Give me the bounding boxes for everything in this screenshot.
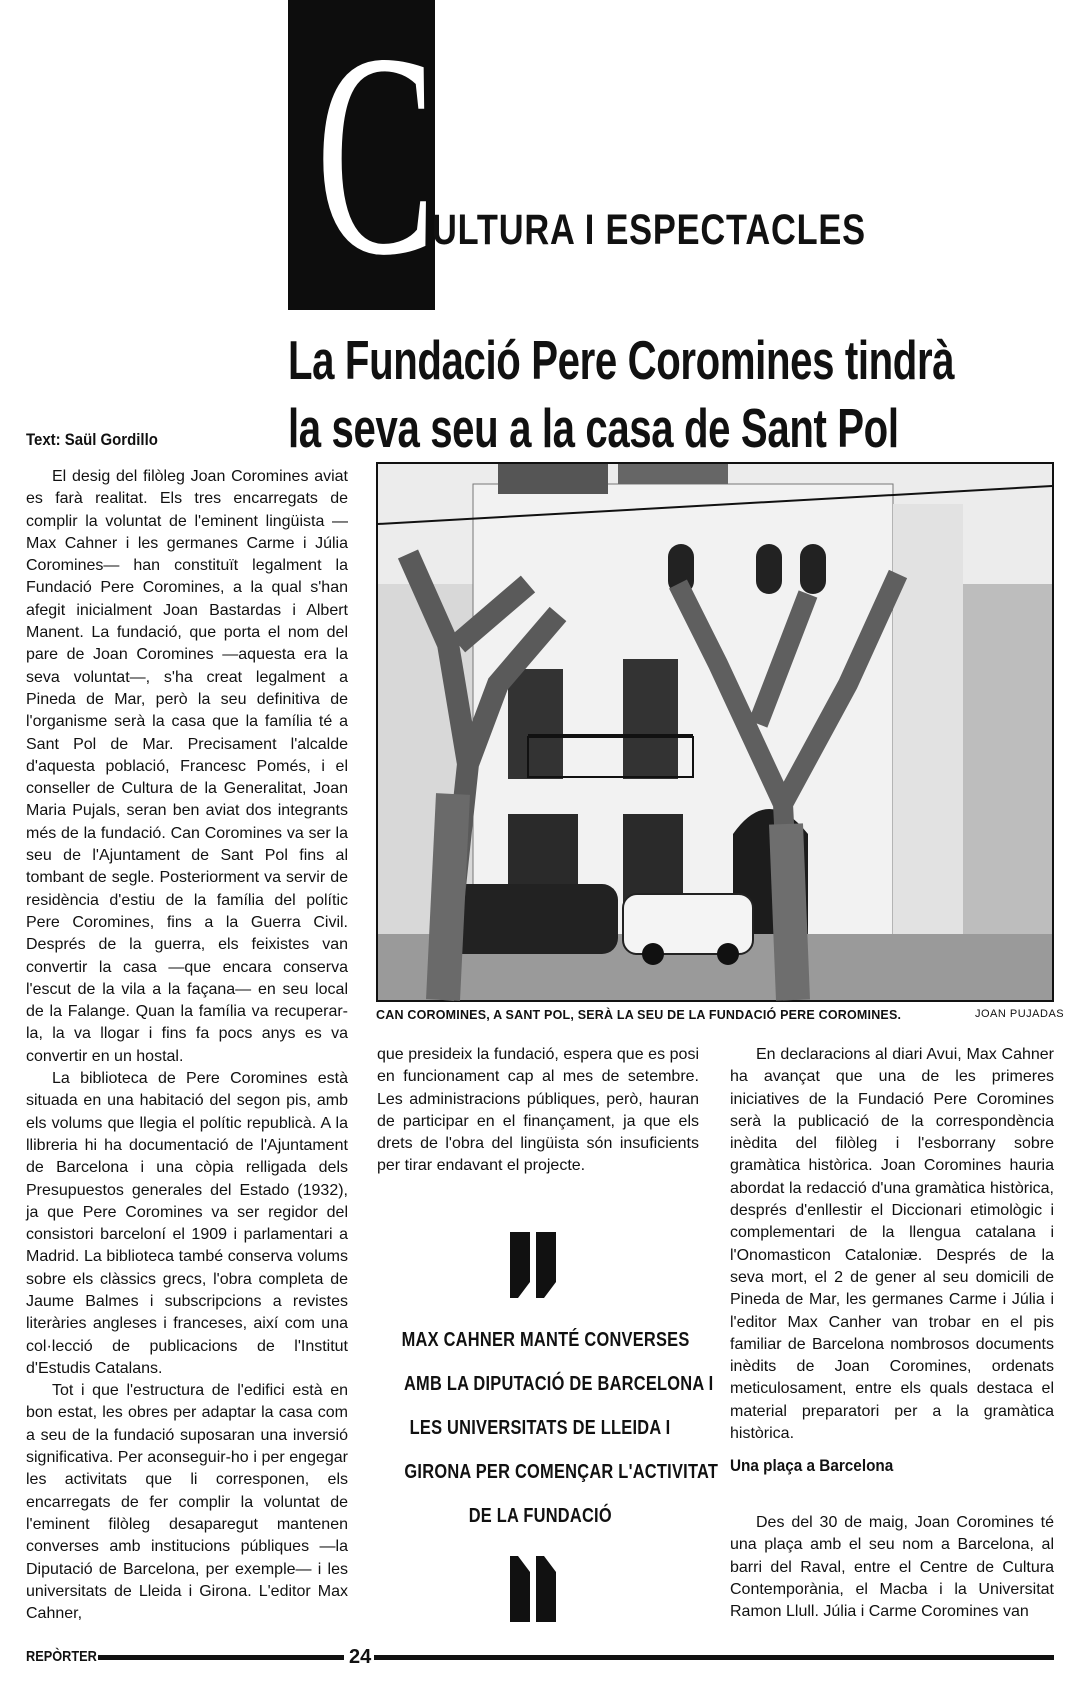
headline xyxy=(288,326,954,462)
photo-credit: JOAN PUJADAS xyxy=(975,1008,1065,1020)
paragraph: El desig del filòleg Joan Coromines aviat es farà realitat. Els tres encarregats de complir la voluntat de l'eminent lingüista —Max Cahner i les germanes Carme i Júlia Coromines— han constituït legalment la Fundació Pere Coromines, a la qual s'han afegit inicialment Joan Bastardas i Albert Manent. La fundació, que porta el nom del pare de Joan Coromines —aquesta era la seva voluntat—, s'ha creat legalment a Pineda de Mar, però la seu definitiva de l'organisme serà la casa que la família té a Sant Pol de Mar. Precisament l'alcalde d'aquesta població, Francesc Pomés, i el conseller de Cultura de la Generalitat, Joan Maria Pujals, seran ben aviat dos integrants més de la fundació. Can Coromines va ser la seu de l'Ajuntament de Sant Pol fins al tombant de segle. Posteriorment va servir de residència d'estiu de la família del polític Pere Coromines, fins a la Guerra Civil. Després de la guerra, els feixistes van convertir la casa —que encara conserva l'escut de la vila a la façana— en seu local de la Falange. Quan la família va recuperar-la, la va llogar i fins fa pocs anys es va convertir en un hostal. xyxy=(26,468,348,1065)
building-photo xyxy=(376,462,1054,1002)
photo-illustration xyxy=(378,464,1052,1000)
page-number: 24 xyxy=(349,1646,372,1668)
headline-line-1: La Fundació Pere Coromines tindrà xyxy=(288,329,955,391)
body-column-3-continued xyxy=(730,1512,1054,1622)
open-quote-icon xyxy=(510,1232,560,1302)
pull-quote-line: AMB LA DIPUTACIÓ DE BARCELONA I xyxy=(403,1373,714,1395)
section-initial-block xyxy=(288,0,436,315)
footer-rule-right xyxy=(374,1655,1054,1660)
footer-rule-left xyxy=(98,1655,344,1660)
close-quote-icon xyxy=(510,1556,560,1626)
byline: Text: Saül Gordillo xyxy=(26,430,158,449)
headline-line-2: la seva seu a la casa de Sant Pol xyxy=(288,397,899,459)
pull-quote xyxy=(370,1318,719,1538)
paragraph: Tot i que l'estructura de l'edifici està en bon estat, les obres per adaptar la casa com a seu de la fundació suposaran una inversió significativa. Per aconseguir-ho i per engegar les activitats que li corresponen, els encarregats de fer complir la voluntat de l'eminent filòleg desaparegut mantenen converses amb institucions públiques —la Diputació de Barcelona, per exemple— i les universitats de Lleida i Girona. L'editor Max Cahner, xyxy=(26,1382,348,1623)
photo-caption: CAN COROMINES, A SANT POL, SERÀ LA SEU DE LA FUNDACIÓ PERE COROMINES. xyxy=(376,1008,902,1022)
page-footer xyxy=(26,1648,1054,1668)
paragraph: La biblioteca de Pere Coromines està situada en una habitació del segon pis, amb els volums que llegia el polític republicà. A la llibreria hi ha documentació de l'Ajuntament de Barcelona i una còpia relligada dels Presupuestos generales del Estado (1932), ja que Pere Coromines va ser regidor del consistori barceloní el 1909 i parlamentari a Madrid. La biblioteca també conserva volums sobre els clàssics grecs, l'obra completa de Jaume Balmes i subscripcions a revistes literàries angleses i franceses, així com una col·lecció de publicacions de l'Institut d'Estudis Catalans. xyxy=(26,1070,348,1377)
section-initial: C xyxy=(315,0,436,315)
pull-quote-line: DE LA FUNDACIÓ xyxy=(468,1505,612,1527)
pull-quote-line: MAX CAHNER MANTÉ CONVERSES xyxy=(401,1329,690,1351)
magazine-name: REPÒRTER xyxy=(26,1648,97,1665)
pull-quote-line: LES UNIVERSITATS DE LLEIDA I xyxy=(409,1417,671,1439)
body-column-1 xyxy=(26,466,348,1622)
subheading: Una plaça a Barcelona xyxy=(730,1456,894,1475)
body-column-3 xyxy=(730,1044,1054,1443)
body-column-2 xyxy=(377,1044,699,1204)
paragraph: que presideix la fundació, espera que es posi en funcionament cap al mes de setembre. Les administracions públiques, però, hauran de participar en el finançament, ja que els drets de l'obra del lingüista són insuficients per tirar endavant el projecte. xyxy=(377,1046,699,1175)
paragraph: Des del 30 de maig, Joan Coromines té una plaça amb el seu nom a Barcelona, al barri del Raval, entre el Centre de Cultura Contemporània, el Macba i la Universitat Ramon Llull. Júlia i Carme Coromines van xyxy=(730,1514,1054,1621)
pull-quote-line: GIRONA PER COMENÇAR L'ACTIVITAT xyxy=(404,1461,719,1483)
paragraph: En declaracions al diari Avui, Max Cahner ha avançat que una de les primeres iniciatives de la Fundació Pere Coromines serà la publicació de la correspondència inèdita del filòleg i l'esborrany sobre gramàtica històrica. Joan Coromines hauria abordat la redacció d'una gramàtica històrica, després d'enllestir el Diccionari etimològic i complementari de la llengua catalana i l'Onomasticon Cataloniæ. Després de la seva mort, el 2 de gener al seu domicili de Pineda de Mar, les germanes Carme i Júlia i l'editor Max Canher van trobar en el pis familiar de Barcelona nombrosos documents inèdits de Joan Coromines, ordenats meticulosament, entre els quals destaca el material preparatori per a la gramàtica històrica. xyxy=(730,1046,1054,1443)
section-title: ULTURA I ESPECTACLES xyxy=(432,206,866,254)
